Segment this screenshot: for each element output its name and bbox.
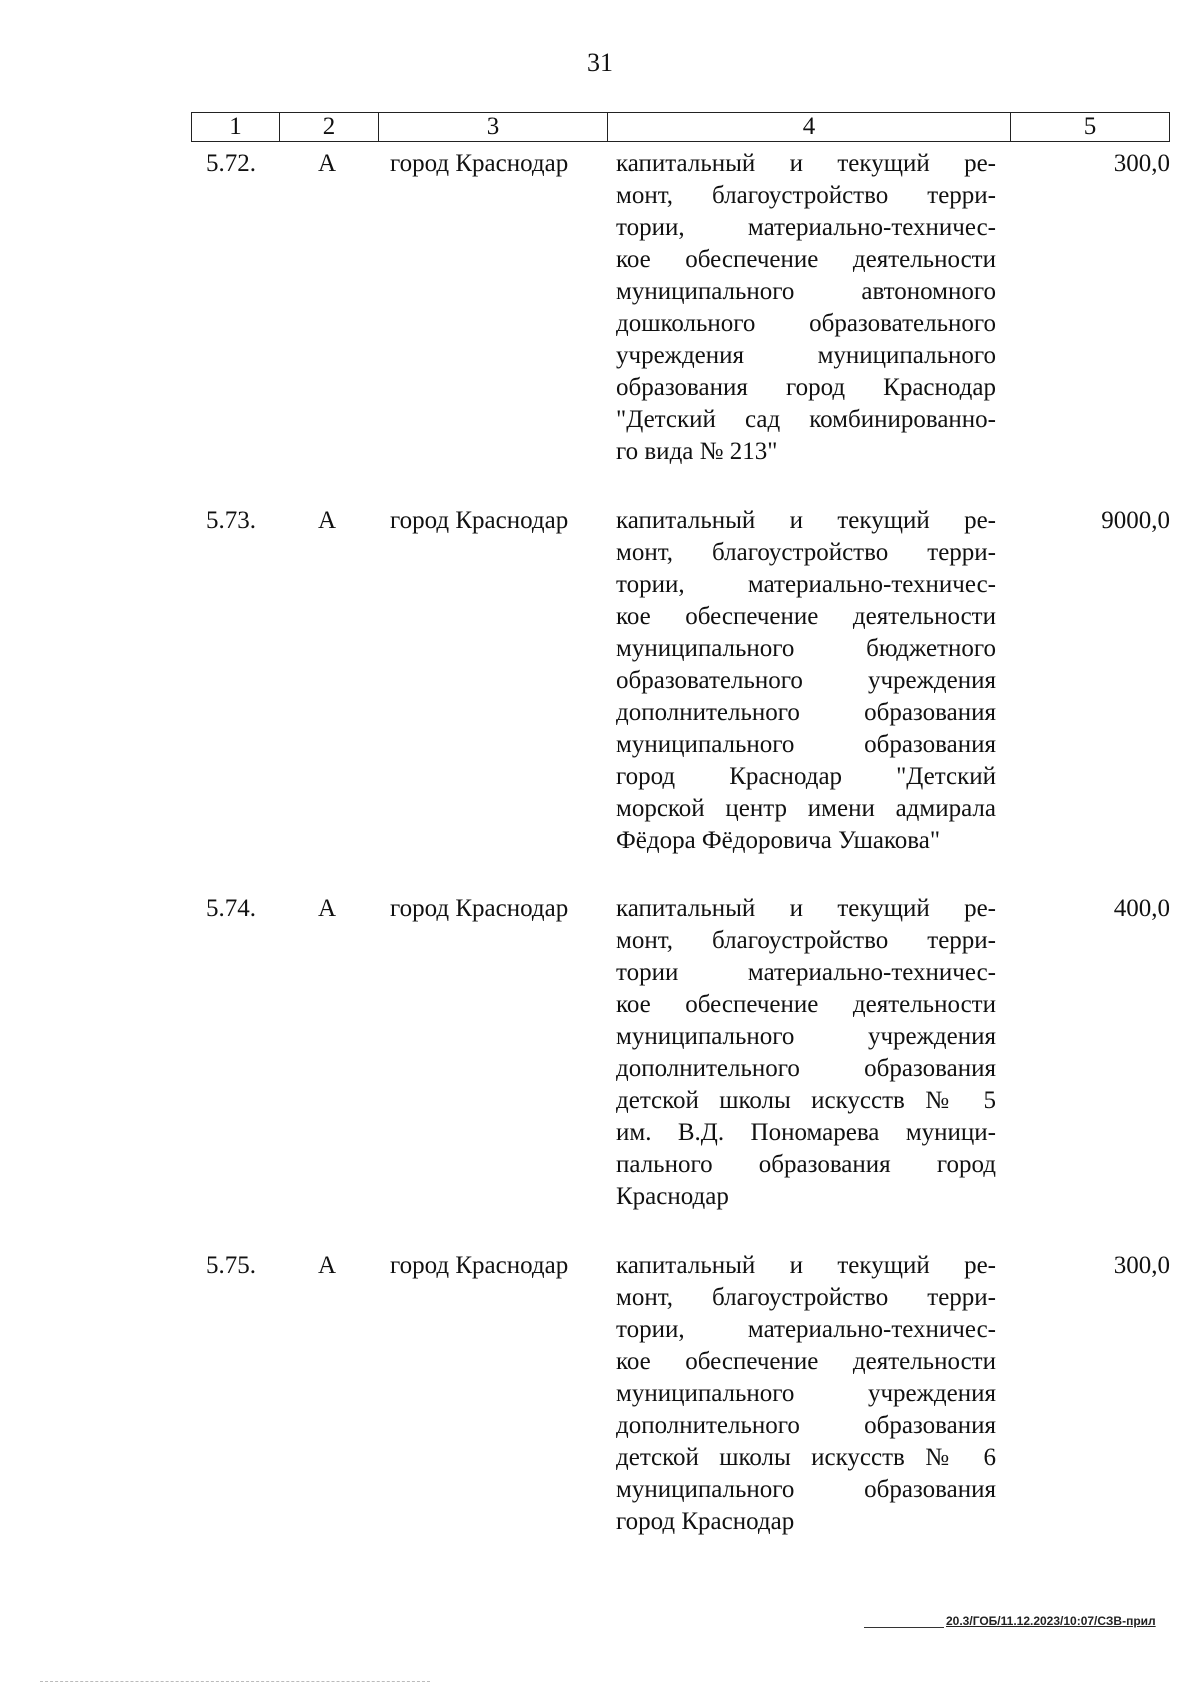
row-number: 5.73. [206, 507, 256, 534]
description-line: дошкольного образовательного [616, 310, 996, 337]
description-line: морской центр имени адмирала [616, 795, 996, 822]
description-line: дополнительного образования [616, 1055, 996, 1082]
description-line: монт, благоустройство терри- [616, 539, 996, 566]
row-number: 5.72. [206, 150, 256, 177]
description-line: "Детский сад комбинированно- [616, 406, 996, 433]
description-line: монт, благоустройство терри- [616, 182, 996, 209]
footer-document-code: 20.3/ГОБ/11.12.2023/10:07/СЗВ-прил [946, 1614, 1156, 1628]
row-city: город Краснодар [390, 507, 569, 534]
description-line: капитальный и текущий ре- [616, 895, 996, 922]
row-amount: 300,0 [1113, 150, 1170, 177]
description-line: образовательного учреждения [616, 667, 996, 694]
description-line: кое обеспечение деятельности [616, 1348, 996, 1375]
page-number: 31 [587, 48, 613, 77]
row-amount: 300,0 [1113, 1252, 1170, 1279]
description-line: детской школы искусств № 5 [616, 1087, 996, 1114]
column-header-2: 2 [280, 113, 379, 142]
column-header-5: 5 [1011, 113, 1170, 142]
column-header-1: 1 [192, 113, 280, 142]
row-amount: 9000,0 [1101, 507, 1170, 534]
description-line: дополнительного образования [616, 1412, 996, 1439]
description-line: тории, материально-техничес- [616, 1316, 996, 1343]
description-line: тории, материально-техничес- [616, 214, 996, 241]
row-city: город Краснодар [390, 1252, 569, 1279]
description-line: тории материально-техничес- [616, 959, 996, 986]
row-category: А [318, 507, 337, 534]
description-line: капитальный и текущий ре- [616, 507, 996, 534]
description-line: кое обеспечение деятельности [616, 246, 996, 273]
description-line: учреждения муниципального [616, 342, 996, 369]
description-line: город Краснодар [616, 1508, 795, 1535]
row-description [616, 893, 996, 1213]
description-line: муниципального образования [616, 1476, 996, 1503]
description-line: дополнительного образования [616, 699, 996, 726]
row-number: 5.74. [206, 895, 256, 922]
column-header-table [191, 112, 1170, 142]
description-line: Фёдора Фёдоровича Ушакова" [616, 827, 941, 854]
description-line: муниципального автономного [616, 278, 996, 305]
description-line: капитальный и текущий ре- [616, 1252, 996, 1279]
description-line: го вида № 213" [616, 438, 778, 465]
description-line: монт, благоустройство терри- [616, 927, 996, 954]
row-description [616, 148, 996, 468]
description-line: город Краснодар "Детский [616, 763, 996, 790]
row-city: город Краснодар [390, 150, 569, 177]
row-description [616, 505, 996, 857]
row-description [616, 1250, 996, 1538]
description-line: им. В.Д. Пономарева муници- [616, 1119, 996, 1146]
row-category: А [318, 150, 337, 177]
description-line: образования город Краснодар [616, 374, 996, 401]
description-line: муниципального учреждения [616, 1023, 996, 1050]
row-number: 5.75. [206, 1252, 256, 1279]
description-line: тории, материально-техничес- [616, 571, 996, 598]
row-amount: 400,0 [1113, 895, 1170, 922]
row-category: А [318, 1252, 337, 1279]
description-line: монт, благоустройство терри- [616, 1284, 996, 1311]
row-city: город Краснодар [390, 895, 569, 922]
description-line: кое обеспечение деятельности [616, 991, 996, 1018]
description-line: детской школы искусств № 6 [616, 1444, 996, 1471]
description-line: муниципального бюджетного [616, 635, 996, 662]
description-line: пального образования город [616, 1151, 996, 1178]
description-line: муниципального учреждения [616, 1380, 996, 1407]
scan-edge-divider [40, 1681, 430, 1682]
description-line: кое обеспечение деятельности [616, 603, 996, 630]
column-header-3: 3 [379, 113, 608, 142]
description-line: Краснодар [616, 1183, 729, 1210]
column-header-row [192, 113, 1170, 142]
description-line: муниципального образования [616, 731, 996, 758]
row-category: А [318, 895, 337, 922]
footer-rule [864, 1627, 944, 1628]
description-line: капитальный и текущий ре- [616, 150, 996, 177]
column-header-4: 4 [608, 113, 1011, 142]
